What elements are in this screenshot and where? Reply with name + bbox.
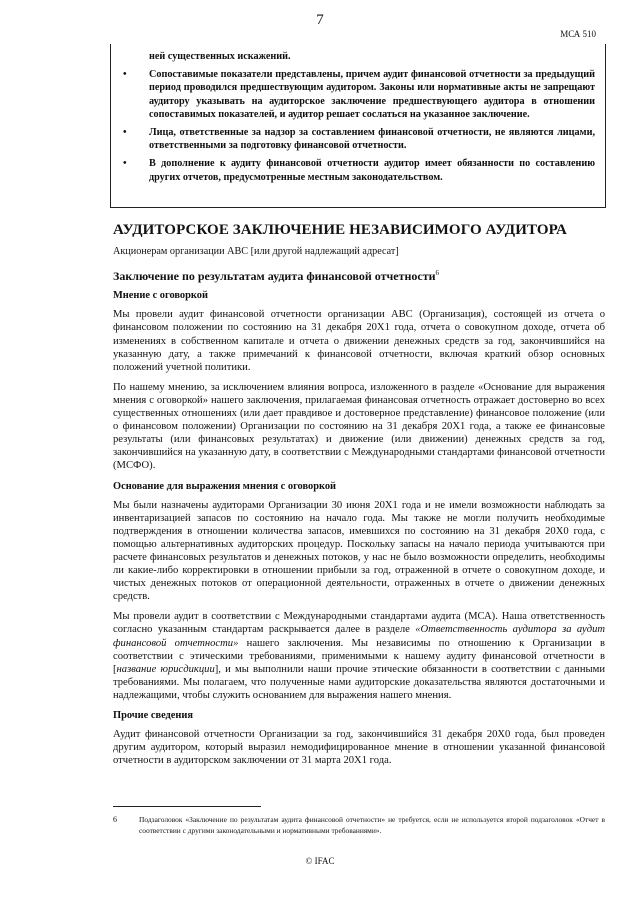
copyright-notice: © IFAC [305,856,335,866]
section-title-text: Заключение по результатам аудита финансовой отчетности [113,269,436,284]
basis-text: нашего заключения. Мы независимы по отношению к Организации в соответствии с этическими требованиями, применимыми к нашему аудиту финансовой отчетности в [ [113,637,605,675]
page-number: 7 [316,12,324,28]
report-addressee: Акционерам организации АВС [или другой надлежащий адресат] [113,246,399,258]
box-bullet-item [121,126,595,152]
opinion-heading: Мнение с оговоркой [113,290,208,302]
footnote-reference: 6 [435,269,440,278]
report-body [113,224,605,774]
footnote-divider [113,806,261,807]
footnote-text: Подзаголовок «Заключение по результатам аудита финансовой отчетности» не требуется, если не используется второй подзаголовок «Отчет в соответствии с другими законодательными и нормативными требованиями». [139,815,605,835]
section-title [113,267,605,283]
report-title: АУДИТОРСКОЕ ЗАКЛЮЧЕНИЕ НЕЗАВИСИМОГО АУДИТОРА [113,222,567,238]
box-bullet-item [121,68,595,121]
other-matters-heading: Прочие сведения [113,710,194,721]
box-bullet-text: В дополнение к аудиту финансовой отчетности аудитор имеет обязанности по составлению других отчетов, предусмотренные местным законодательством. [149,158,595,183]
circumstances-box [110,44,606,208]
basis-italic-text: название юрисдикции [116,663,215,675]
basis-text: ], и мы выполнили наши прочие этические обязанности в соответствии с данными требованиями. Мы полагаем, что полученные нами аудиторские доказательства являются достаточными и надлежащими, чтобы служить основанием для выражения нашего мнения. [113,663,605,701]
other-matters-paragraph: Аудит финансовой отчетности Организации за год, закончившийся 31 декабря 20Х0 года, был проведен другим аудитором, который выразил немодифицированное мнение в отношении указанной финансовой отчетности в аудиторском заключении от 31 марта 20Х1 года. [113,729,605,767]
basis-paragraph [113,610,605,702]
footnote [113,815,605,836]
bullet-icon: • [123,127,127,139]
opinion-paragraph: По нашему мнению, за исключением влияния вопроса, изложенного в разделе «Основание для выражения мнения с оговоркой» нашего заключения, прилагаемая финансовая отчетность отражает достоверно во всех существенных отношениях (или дает правдивое и достоверное представление) финансовое положение (или о финансовом положении) Организации по состоянию на 31 декабря 20Х1 года, а также ее финансовые результаты (или финансовых результатах) и движение (или движении) денежных средств за год, закончившийся на указанную дату, в соответствии с Международными стандартами финансовой отчетности (МСФО). [113,381,605,472]
basis-italic-text: «Ответственность аудитора за аудит финансовой отчетности» [113,624,606,649]
box-bullet-text: Сопоставимые показатели представлены, причем аудит финансовой отчетности за предыдущий период проводился предшествующим аудитором. Законы или нормативные акты не запрещают аудитору указывать на аудиторское заключение предшествующего аудитора в отношении сопоставимых показателей, и аудитор решает сослаться на указанное заключение. [149,69,595,120]
document-code: МСА 510 [560,29,596,39]
box-bullet-text: Лица, ответственные за надзор за составлением финансовой отчетности, не являются лицами, ответственными за подготовку финансовой отчетности. [149,127,595,152]
basis-text: Мы провели аудит в соответствии с Международными стандартами аудита (МСА). Наша ответственность согласно указанным стандартам раскрывается далее в разделе [113,611,605,636]
basis-paragraph: Мы были назначены аудиторами Организации 30 июня 20Х1 года и не имели возможности наблюдать за инвентаризацией запасов по состоянию на начало года. Мы также не могли получить необходимые подтверждения в отношении количества запасов, имевшихся по состоянию на 31 декабря 20Х0 года, с помощью альтернативных аудиторских процедур. Поскольку запасы на начало периода учитываются при расчете финансовых результатов и денежных потоков, у нас не было возможности определить, необходимы ли какие-либо корректировки в отношении прибыли за год, отраженной в отчете о совокупном доходе, и чистых денежных потоков от операционной деятельности, отраженных в отчете о движении денежных средств. [113,499,605,603]
box-continuation-text: ней существенных искажений. [149,51,291,62]
footnote-mark: 6 [113,815,117,824]
bullet-icon: • [123,158,127,170]
bullet-icon: • [123,69,127,81]
box-bullet-item [121,157,595,183]
basis-heading: Основание для выражения мнения с оговоркой [113,480,337,492]
opinion-paragraph: Мы провели аудит финансовой отчетности организации АВС (Организация), состоящей из отчета о финансовом положении по состоянию на 31 декабря 20Х1 года, отчета о совокупном доходе, отчета об изменениях в собственном капитале и отчета о движении денежных средств за год, закончившийся на указанную дату, а также примечаний к финансовой отчетности, включая краткий обзор основных положений учетной политики. [113,309,605,373]
